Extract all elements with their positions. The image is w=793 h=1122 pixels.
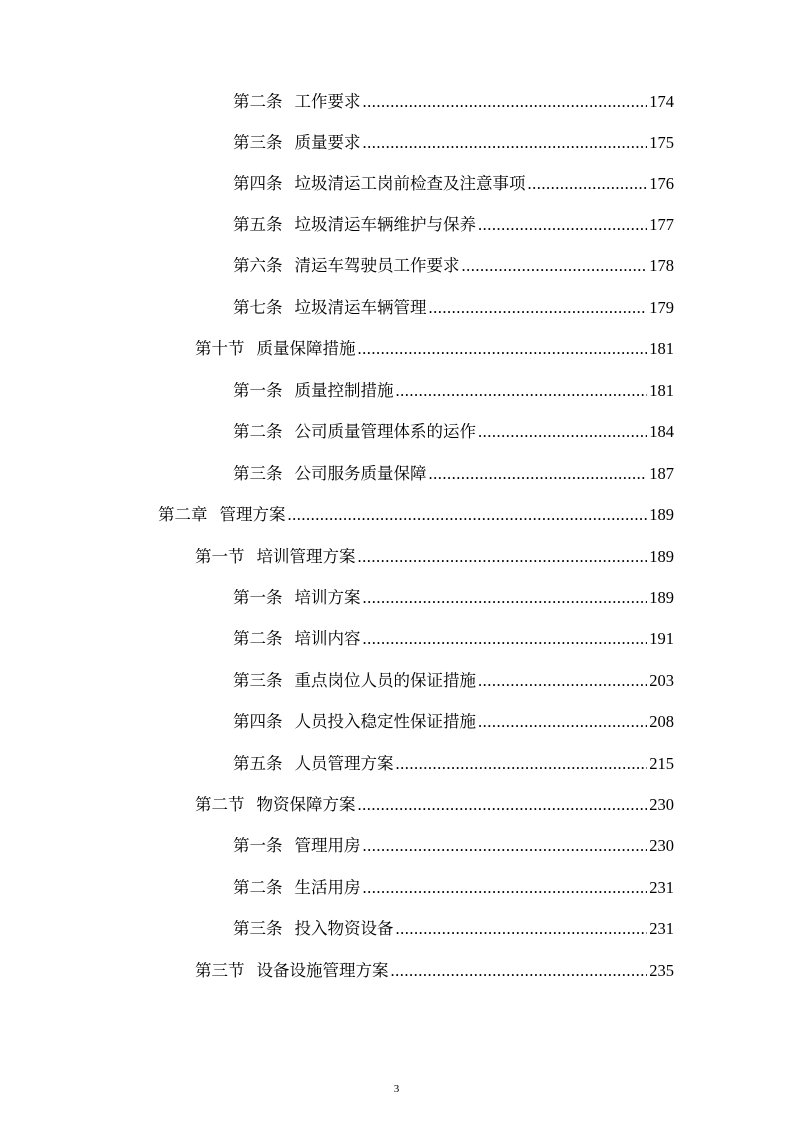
toc-entry[interactable] bbox=[233, 917, 674, 941]
toc-entry[interactable] bbox=[233, 131, 674, 155]
dot-leader bbox=[288, 503, 648, 527]
toc-entry-number: 第二节 bbox=[195, 795, 245, 814]
toc-entry-page: 231 bbox=[649, 919, 674, 938]
toc-entry-page: 189 bbox=[649, 588, 674, 607]
toc-entry-title: 生活用房 bbox=[294, 878, 361, 897]
toc-entry[interactable] bbox=[233, 710, 674, 734]
toc-entry[interactable] bbox=[195, 793, 674, 817]
dot-leader bbox=[363, 131, 648, 155]
toc-entry-title: 质量保障措施 bbox=[256, 339, 356, 358]
toc-entry-page: 175 bbox=[649, 133, 674, 152]
toc-entry-number: 第一条 bbox=[233, 836, 283, 855]
toc-entry[interactable] bbox=[233, 627, 674, 651]
toc-entry-title: 垃圾清运工岗前检查及注意事项 bbox=[294, 174, 526, 193]
toc-entry-title: 质量要求 bbox=[294, 133, 361, 152]
toc-entry-page: 231 bbox=[649, 878, 674, 897]
toc-entry-page: 189 bbox=[649, 547, 674, 566]
toc-entry-page: 235 bbox=[649, 961, 674, 980]
toc-entry-number: 第三条 bbox=[233, 464, 283, 483]
toc-entry-number: 第五条 bbox=[233, 754, 283, 773]
dot-leader bbox=[528, 172, 648, 196]
toc-entry[interactable] bbox=[233, 254, 674, 278]
toc-entry-title: 公司服务质量保障 bbox=[294, 464, 427, 483]
dot-leader bbox=[478, 213, 647, 237]
toc-entry-number: 第五条 bbox=[233, 215, 283, 234]
toc-entry-title: 垃圾清运车辆管理 bbox=[294, 298, 427, 317]
toc-entry-number: 第四条 bbox=[233, 174, 283, 193]
dot-leader bbox=[429, 296, 648, 320]
dot-leader bbox=[396, 752, 648, 776]
toc-entry-number: 第一节 bbox=[195, 547, 245, 566]
toc-entry-page: 230 bbox=[649, 795, 674, 814]
dot-leader bbox=[363, 627, 648, 651]
toc-entry[interactable] bbox=[233, 90, 674, 114]
toc-entry-title: 人员投入稳定性保证措施 bbox=[294, 712, 476, 731]
dot-leader bbox=[396, 917, 648, 941]
dot-leader bbox=[478, 710, 647, 734]
dot-leader bbox=[429, 462, 648, 486]
toc-entry-number: 第二条 bbox=[233, 422, 283, 441]
toc-entry-number: 第十节 bbox=[195, 339, 245, 358]
toc-entry[interactable] bbox=[195, 959, 674, 983]
toc-entry[interactable] bbox=[233, 213, 674, 237]
toc-entry[interactable] bbox=[233, 420, 674, 444]
dot-leader bbox=[363, 834, 648, 858]
toc-entry-page: 230 bbox=[649, 836, 674, 855]
toc-entry[interactable] bbox=[195, 337, 674, 361]
toc-entry-number: 第四条 bbox=[233, 712, 283, 731]
toc-entry[interactable] bbox=[233, 379, 674, 403]
toc-entry-page: 208 bbox=[649, 712, 674, 731]
toc-entry-title: 人员管理方案 bbox=[294, 754, 394, 773]
toc-entry-page: 181 bbox=[649, 339, 674, 358]
toc-entry-title: 培训管理方案 bbox=[256, 547, 356, 566]
toc-entry-title: 管理用房 bbox=[294, 836, 361, 855]
toc-entry-title: 投入物资设备 bbox=[294, 919, 394, 938]
toc-entry[interactable] bbox=[233, 876, 674, 900]
toc-entry-number: 第三条 bbox=[233, 133, 283, 152]
toc-entry-page: 174 bbox=[649, 92, 674, 111]
toc-entry-page: 181 bbox=[649, 381, 674, 400]
toc-entry-title: 培训内容 bbox=[294, 629, 361, 648]
toc-entry[interactable] bbox=[233, 669, 674, 693]
toc-entry-title: 工作要求 bbox=[294, 92, 361, 111]
toc-entry[interactable] bbox=[233, 752, 674, 776]
toc-entry-number: 第一条 bbox=[233, 381, 283, 400]
toc-entry-number: 第六条 bbox=[233, 256, 283, 275]
toc-entry-page: 177 bbox=[649, 215, 674, 234]
toc-entry[interactable] bbox=[233, 462, 674, 486]
toc-entry-number: 第三条 bbox=[233, 919, 283, 938]
toc-entry-number: 第二章 bbox=[158, 505, 208, 524]
toc-entry-title: 质量控制措施 bbox=[294, 381, 394, 400]
toc-entry-page: 215 bbox=[649, 754, 674, 773]
dot-leader bbox=[363, 90, 648, 114]
toc-entry[interactable] bbox=[233, 172, 674, 196]
toc-entry-title: 管理方案 bbox=[219, 505, 286, 524]
toc-entry-number: 第七条 bbox=[233, 298, 283, 317]
dot-leader bbox=[358, 545, 648, 569]
toc-entry-page: 176 bbox=[649, 174, 674, 193]
toc-entry-title: 设备设施管理方案 bbox=[256, 961, 389, 980]
toc-entry-title: 公司质量管理体系的运作 bbox=[294, 422, 476, 441]
toc-entry[interactable] bbox=[158, 503, 674, 527]
dot-leader bbox=[478, 420, 647, 444]
dot-leader bbox=[391, 959, 648, 983]
toc-entry-number: 第三条 bbox=[233, 671, 283, 690]
toc-entry-page: 189 bbox=[649, 505, 674, 524]
page-number: 3 bbox=[393, 1083, 400, 1095]
dot-leader bbox=[358, 793, 648, 817]
toc-entry-number: 第二条 bbox=[233, 629, 283, 648]
toc-entry-number: 第三节 bbox=[195, 961, 245, 980]
toc-entry[interactable] bbox=[233, 834, 674, 858]
toc-entry-number: 第二条 bbox=[233, 878, 283, 897]
toc-entry-page: 184 bbox=[649, 422, 674, 441]
toc-entry[interactable] bbox=[233, 586, 674, 610]
toc-entry-page: 191 bbox=[649, 629, 674, 648]
dot-leader bbox=[478, 669, 647, 693]
toc-entry-title: 垃圾清运车辆维护与保养 bbox=[294, 215, 476, 234]
toc-entry-title: 物资保障方案 bbox=[256, 795, 356, 814]
toc-entry-page: 179 bbox=[649, 298, 674, 317]
toc-entry[interactable] bbox=[195, 545, 674, 569]
toc-entry-title: 重点岗位人员的保证措施 bbox=[294, 671, 476, 690]
dot-leader bbox=[358, 337, 648, 361]
toc-entry-number: 第二条 bbox=[233, 92, 283, 111]
toc-entry-page: 178 bbox=[649, 256, 674, 275]
toc-entry-number: 第一条 bbox=[233, 588, 283, 607]
dot-leader bbox=[363, 586, 648, 610]
toc-entry-page: 203 bbox=[649, 671, 674, 690]
toc-entry-title: 培训方案 bbox=[294, 588, 361, 607]
dot-leader bbox=[363, 876, 648, 900]
toc-entry-page: 187 bbox=[649, 464, 674, 483]
dot-leader bbox=[462, 254, 648, 278]
dot-leader bbox=[396, 379, 648, 403]
toc-entry-title: 清运车驾驶员工作要求 bbox=[294, 256, 460, 275]
toc-entry[interactable] bbox=[233, 296, 674, 320]
